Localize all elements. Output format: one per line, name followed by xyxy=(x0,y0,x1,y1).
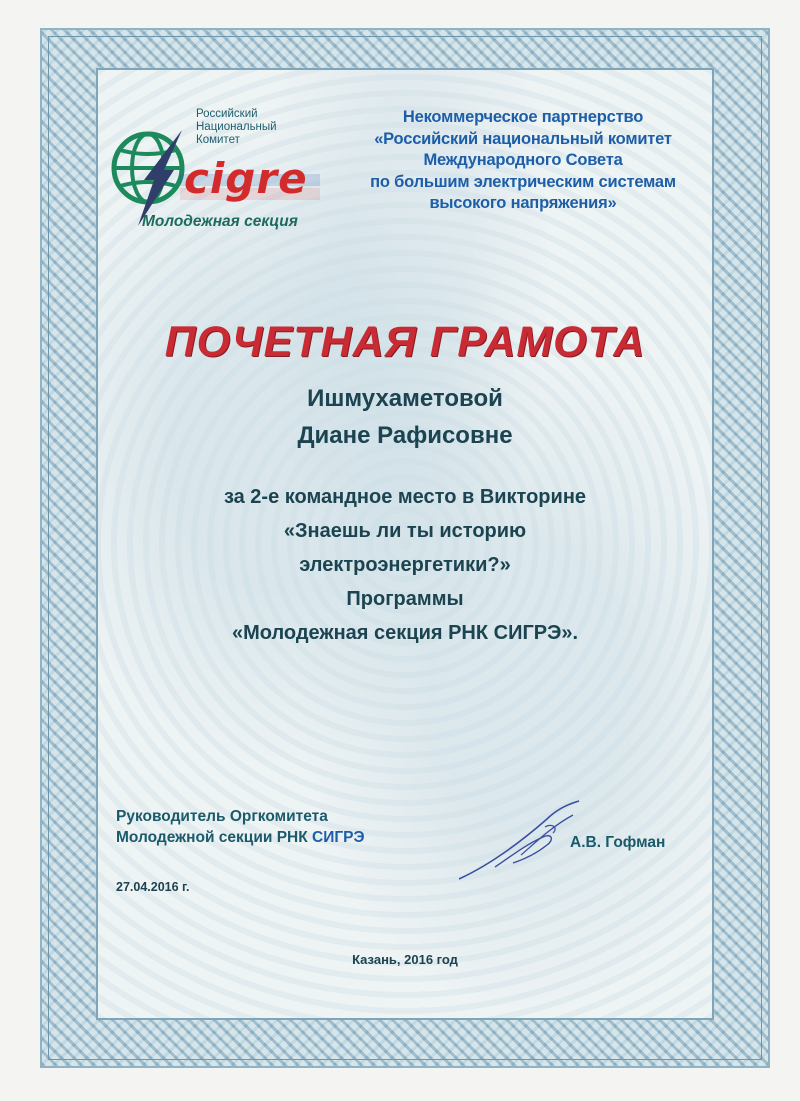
signer-position-line xyxy=(116,827,365,848)
award-line: «Молодежная секция РНК СИГРЭ». xyxy=(231,622,579,644)
recipient-name xyxy=(100,380,710,454)
signer-position-highlight: СИГРЭ xyxy=(312,829,365,846)
logo-caption-line: Российский xyxy=(196,108,258,120)
recipient-given-name: Диане Рафисовне xyxy=(297,422,513,449)
signer-position-line: Руководитель Оргкомитета xyxy=(116,808,328,825)
award-line: за 2-е командное место в Викторине xyxy=(223,486,587,508)
organization-name xyxy=(338,107,708,215)
cigre-wordmark: cigre xyxy=(184,154,308,203)
signer-name: А.В. Гофман xyxy=(570,834,666,851)
award-line: электроэнергетики?» xyxy=(299,554,511,576)
logo-caption-line: Национальный xyxy=(196,121,277,133)
award-line: «Знаешь ли ты историю xyxy=(283,520,527,542)
issue-place: Казань, 2016 год xyxy=(352,952,458,967)
issue-date: 27.04.2016 г. xyxy=(116,880,190,894)
award-text xyxy=(100,480,710,650)
organization-line: высокого напряжения» xyxy=(429,194,617,212)
organization-line: Некоммерческое партнерство xyxy=(402,108,644,126)
recipient-surname: Ишмухаметовой xyxy=(307,385,503,412)
organization-line: «Российский национальный комитет xyxy=(374,129,672,148)
logo-section-label: Молодежная секция xyxy=(142,213,298,230)
certificate-title: ПОЧЕТНАЯ ГРАМОТА xyxy=(164,318,646,366)
cigre-logo xyxy=(108,108,323,258)
signer-position xyxy=(116,806,365,848)
logo-caption-line: Комитет xyxy=(196,134,240,146)
signer-position-text: Молодежной секции РНК xyxy=(116,829,312,846)
organization-line: Международного Совета xyxy=(423,151,623,169)
organization-line: по большим электрическим системам xyxy=(370,172,676,191)
award-line: Программы xyxy=(346,588,464,610)
logo-caption xyxy=(196,108,316,147)
